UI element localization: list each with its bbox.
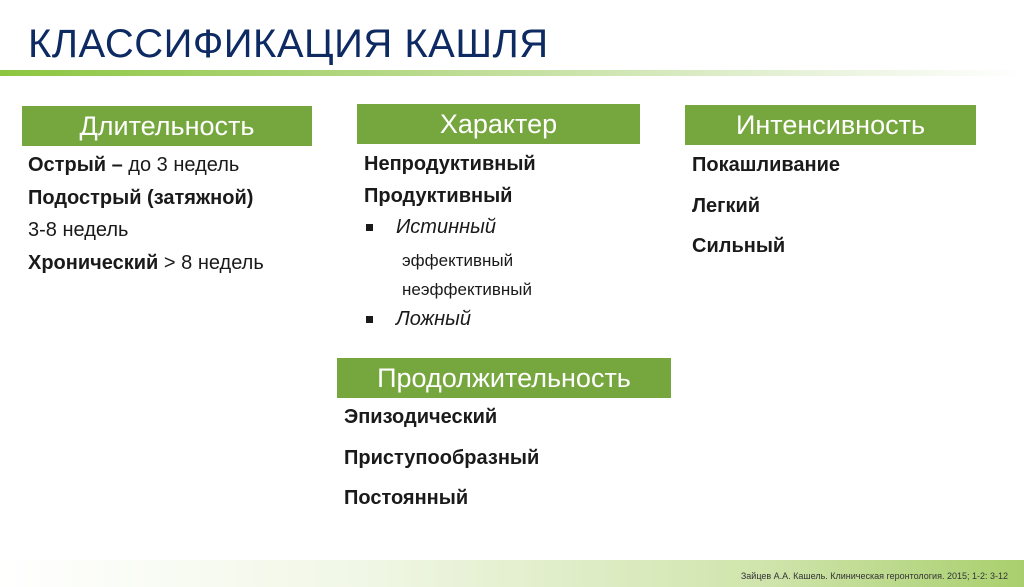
footer-citation: Зайцев А.А. Кашель. Клиническая геронтология. 2015; 1-2: 3-12 [740,571,1008,581]
duration-subacute: Подострый (затяжной) [28,187,254,209]
character-effective: эффективный [402,251,514,270]
continuity-paroxysmal: Приступообразный [344,447,540,469]
bullet-icon [366,316,373,323]
character-header: Характер [357,104,640,144]
duration-acute-label: Острый – [28,154,123,176]
character-false: Ложный [396,308,471,330]
bullet-icon [366,224,373,231]
duration-header: Длительность [22,106,312,146]
title-underline-bar [0,70,1024,76]
intensity-light: Легкий [692,195,761,217]
intensity-strong: Сильный [692,235,786,257]
duration-subacute-value: 3-8 недель [28,219,129,241]
intensity-header: Интенсивность [685,105,976,145]
duration-chronic-label: Хронический [28,252,159,274]
continuity-constant: Постоянный [344,487,469,509]
duration-acute [28,154,239,177]
duration-chronic-value: > 8 недель [158,252,264,274]
slide-title: КЛАССИФИКАЦИЯ КАШЛЯ [28,22,549,66]
intensity-cough-slight: Покашливание [692,154,841,176]
character-nonproductive: Непродуктивный [364,153,536,175]
duration-chronic [28,252,264,275]
duration-acute-value: до 3 недель [122,154,240,176]
continuity-episodic: Эпизодический [344,406,498,428]
character-ineffective: неэффективный [402,280,532,299]
character-true: Истинный [396,216,496,238]
character-productive: Продуктивный [364,185,513,207]
continuity-header: Продолжительность [337,358,671,398]
